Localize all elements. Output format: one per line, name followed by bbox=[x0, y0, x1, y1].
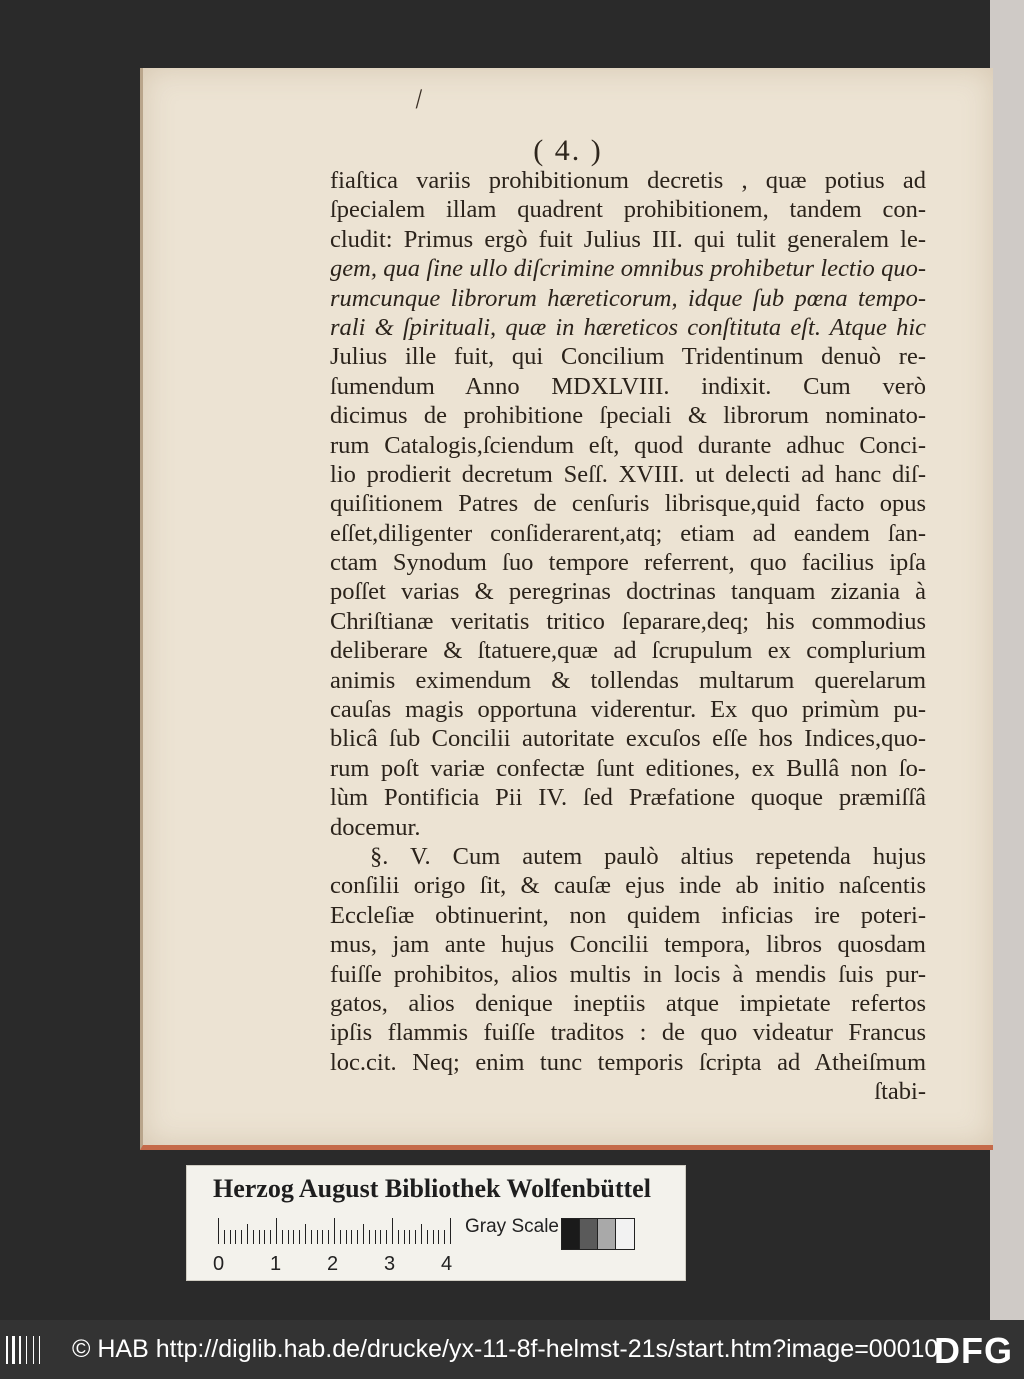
ruler-tick bbox=[328, 1230, 329, 1244]
text-line: deliberare & ſtatuere,quæ ad ſcrupulum ex complurium bbox=[330, 637, 926, 665]
ruler-tick bbox=[264, 1230, 265, 1244]
text-line: ſtabi- bbox=[874, 1078, 926, 1106]
text-line: animis eximendum & tollendas multarum querelarum bbox=[330, 666, 926, 694]
text-line: rali & ſpirituali, quæ in hæreticos conſtituta eſt. Atque hic bbox=[330, 313, 926, 341]
ruler-number: 3 bbox=[384, 1253, 396, 1275]
text-line: §. V. Cum autem paulò altius repetenda hujus bbox=[370, 842, 926, 870]
page-number: ( 4. ) bbox=[533, 134, 603, 167]
adjacent-page-edge bbox=[990, 0, 1024, 1320]
text-line: gem, qua ſine ullo diſcrimine omnibus prohibetur lectio quo- bbox=[330, 255, 926, 283]
text-line: docemur. bbox=[330, 813, 421, 841]
ruler-tick bbox=[357, 1230, 358, 1244]
barcode-bar bbox=[39, 1336, 40, 1364]
ruler-tick bbox=[276, 1218, 277, 1244]
text-line: ctam Synodum ſuo tempore referrent, quo facilius ipſa bbox=[330, 549, 926, 577]
gray-swatch bbox=[615, 1218, 635, 1250]
text-line: lio prodierit decretum Seſſ. XVIII. ut delecti ad hanc diſ- bbox=[330, 460, 926, 488]
ruler-tick bbox=[438, 1230, 439, 1244]
ruler-tick bbox=[293, 1230, 294, 1244]
ruler-tick bbox=[433, 1230, 434, 1244]
ruler-tick bbox=[230, 1230, 231, 1244]
ruler-tick bbox=[351, 1230, 352, 1244]
dfg-logo: DFG bbox=[934, 1330, 1013, 1371]
ruler-tick bbox=[444, 1230, 445, 1244]
text-line: ſumendum Anno MDXLVIII. indixit. Cum verò bbox=[330, 372, 926, 400]
ruler-tick bbox=[404, 1230, 405, 1244]
ruler-tick bbox=[398, 1230, 399, 1244]
ruler-number: 1 bbox=[270, 1253, 282, 1275]
gray-swatch bbox=[579, 1218, 599, 1250]
barcode-icon bbox=[6, 1336, 48, 1364]
ruler-tick bbox=[218, 1218, 219, 1244]
text-line: cludit: Primus ergò fuit Julius III. qui tulit generalem le- bbox=[330, 225, 926, 253]
library-name: Herzog August Bibliothek Wolfenbüttel bbox=[213, 1174, 651, 1203]
text-line: eſſet,diligenter conſiderarent,atq; etiam ad eandem ſan- bbox=[330, 519, 926, 547]
text-line: lùm Pontificia Pii IV. ſed Præfatione quoque præmiſſâ bbox=[330, 784, 926, 812]
text-line: Eccleſiæ obtinuerint, non quidem inficias ire poteri- bbox=[330, 901, 926, 929]
barcode-bar bbox=[33, 1336, 34, 1364]
ruler-tick bbox=[247, 1224, 248, 1244]
text-line: Chriſtianæ veritatis tritico ſeparare,deq; his commodius bbox=[330, 607, 926, 635]
ruler-tick bbox=[322, 1230, 323, 1244]
text-line: quiſitionem Patres de cenſuris librisque,quid facto opus bbox=[330, 490, 926, 518]
text-line: ſpecialem illam quadrent prohibitionem, tandem con- bbox=[330, 196, 926, 224]
ruler-tick bbox=[427, 1230, 428, 1244]
book-page bbox=[140, 68, 993, 1150]
ruler-tick bbox=[334, 1218, 335, 1244]
barcode-bar bbox=[6, 1336, 8, 1364]
ruler-number: 2 bbox=[327, 1253, 339, 1275]
text-line: conſilii origo ſit, & cauſæ ejus inde ab initio naſcentis bbox=[330, 872, 926, 900]
ruler-tick bbox=[346, 1230, 347, 1244]
page-text-block bbox=[330, 166, 926, 1107]
ruler-tick bbox=[288, 1230, 289, 1244]
ruler-tick bbox=[363, 1224, 364, 1244]
text-line: rum Catalogis,ſciendum eſt, quod durante adhuc Conci- bbox=[330, 431, 926, 459]
barcode-bar bbox=[26, 1336, 27, 1364]
barcode-bar bbox=[19, 1336, 21, 1364]
ruler-tick bbox=[415, 1230, 416, 1244]
ruler-tick bbox=[380, 1230, 381, 1244]
measurement-ruler bbox=[218, 1218, 456, 1244]
text-line: mus, jam ante hujus Concilii tempora, libros quosdam bbox=[330, 931, 926, 959]
ruler-tick bbox=[270, 1230, 271, 1244]
ruler-tick bbox=[305, 1224, 306, 1244]
ruler-tick bbox=[450, 1218, 451, 1244]
ruler-number: 4 bbox=[441, 1253, 453, 1275]
ruler-tick bbox=[375, 1230, 376, 1244]
barcode-bar bbox=[12, 1336, 15, 1364]
text-line: fiaſtica variis prohibitionum decretis , quæ potius ad bbox=[330, 167, 926, 194]
ruler-tick bbox=[421, 1224, 422, 1244]
ruler-tick bbox=[282, 1230, 283, 1244]
gray-scale-label: Gray Scale bbox=[465, 1216, 559, 1237]
text-line: gatos, alios denique ineptiis atque impietate refertos bbox=[330, 989, 926, 1017]
text-line: rumcunque librorum hæreticorum, idque ſub pœna tempo- bbox=[330, 284, 926, 312]
text-line: Julius ille fuit, qui Concilium Tridentinum denuò re- bbox=[330, 343, 926, 371]
ruler-tick bbox=[259, 1230, 260, 1244]
footer-bar bbox=[0, 1320, 1024, 1379]
text-line: dicimus de prohibitione ſpeciali & librorum nominato- bbox=[330, 402, 926, 430]
marginal-mark: / bbox=[413, 83, 424, 116]
ruler-tick bbox=[253, 1230, 254, 1244]
text-line: loc.cit. Neq; enim tunc temporis ſcripta ad Atheiſmum bbox=[330, 1048, 926, 1076]
text-line: cauſas magis opportuna viderentur. Ex quo primùm pu- bbox=[330, 696, 926, 724]
ruler-tick bbox=[392, 1218, 393, 1244]
text-line: blicâ ſub Concilii autoritate excuſos eſſe hos Indices,quo- bbox=[330, 725, 926, 753]
gray-swatch bbox=[561, 1218, 581, 1250]
ruler-tick bbox=[299, 1230, 300, 1244]
ruler-tick bbox=[224, 1230, 225, 1244]
text-line: poſſet varias & peregrinas doctrinas tanquam zizania à bbox=[330, 578, 926, 606]
ruler-tick bbox=[317, 1230, 318, 1244]
ruler-tick bbox=[369, 1230, 370, 1244]
ruler-tick bbox=[311, 1230, 312, 1244]
library-color-card bbox=[186, 1165, 686, 1281]
ruler-tick bbox=[409, 1230, 410, 1244]
ruler-tick bbox=[386, 1230, 387, 1244]
footer-url[interactable]: © HAB http://diglib.hab.de/drucke/yx-11-8f-helmst-21s/start.htm?image=00010 bbox=[72, 1335, 939, 1363]
ruler-tick bbox=[241, 1230, 242, 1244]
ruler-number: 0 bbox=[213, 1253, 225, 1275]
ruler-tick bbox=[235, 1230, 236, 1244]
text-line: fuiſſe prohibitos, alios multis in locis à mendis ſuis pur- bbox=[330, 960, 926, 988]
gray-swatch bbox=[597, 1218, 617, 1250]
text-line: rum poſt variæ confectæ ſunt editiones, ex Bullâ non ſo- bbox=[330, 754, 926, 782]
text-line: ipſis flammis fuiſſe traditos : de quo videatur Francus bbox=[330, 1019, 926, 1047]
ruler-tick bbox=[340, 1230, 341, 1244]
